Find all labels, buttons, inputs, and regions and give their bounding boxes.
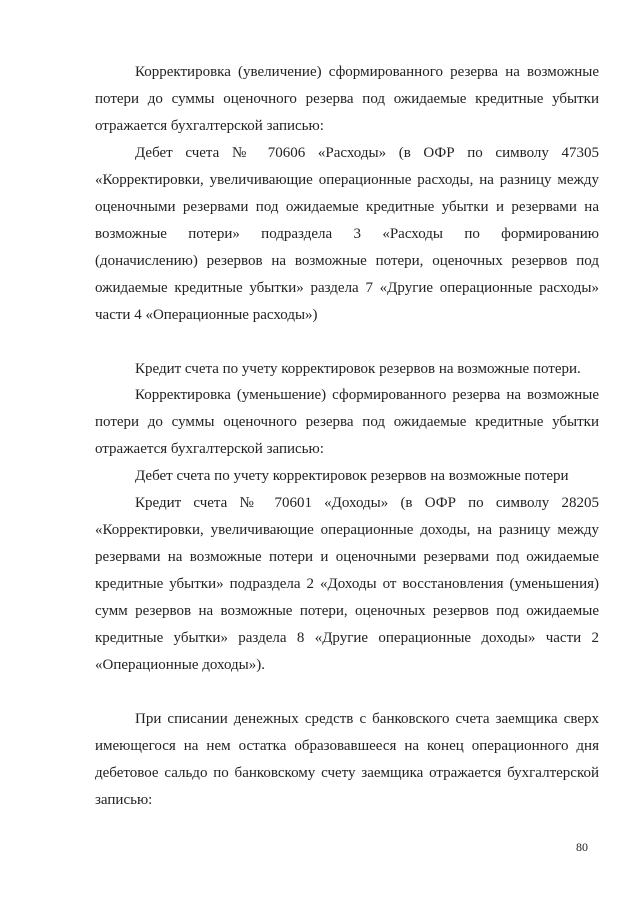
paragraph-text: Корректировка (увеличение) сформированного резерва на возможные потери до суммы оценочного резерва под ожидаемые кредитные убытки отражается бухгалтерской записью: (95, 64, 599, 134)
paragraph-debit-adjustments (95, 463, 599, 490)
paragraph-credit-70601 (95, 490, 599, 679)
paragraph-text: При списании денежных средств с банковского счета заемщика сверх имеющегося на нем остатка образовавшееся на конец операционного дня дебетовое сальдо по банковскому счету заемщика отражается бухгалтерской записью: (95, 711, 599, 808)
paragraph-reserve-decrease (95, 382, 599, 463)
paragraph-debit-70606 (95, 140, 599, 329)
paragraph-text: Кредит счета по учету корректировок резервов на возможные потери. (135, 361, 581, 377)
paragraph-text: Дебет счета по учету корректировок резервов на возможные потери (135, 468, 569, 484)
paragraph-reserve-increase (95, 59, 599, 140)
paragraph-text: Дебет счета № 70606 «Расходы» (в ОФР по символу 47305 «Корректировки, увеличивающие операционные расходы, на разницу между оценочными резервами под ожидаемые кредитные убытки и резервами на возможные потери» подраздела 3 «Расходы по формированию (доначислению) резервов на возможные потери, оценочных резервов под ожидаемые кредитные убытки» раздела 7 «Другие операционные расходы» части 4 «Операционные расходы») (95, 145, 599, 323)
paragraph-credit-adjustments (95, 356, 599, 383)
paragraph-text: Кредит счета № 70601 «Доходы» (в ОФР по символу 28205 «Корректировки, увеличивающие операционные доходы, на разницу между резервами на возможные потери и оценочными резервами под ожидаемые кредитные убытки» подраздела 2 «Доходы от восстановления (уменьшения) сумм резервов на возможные потери, оценочных резервов под ожидаемые кредитные убытки» раздела 8 «Другие операционные доходы» части 2 «Операционные доходы»). (95, 495, 599, 673)
page-number: 80 (576, 840, 588, 854)
paragraph-text: Корректировка (уменьшение) сформированного резерва на возможные потери до суммы оценочного резерва под ожидаемые кредитные убытки отражается бухгалтерской записью: (95, 387, 599, 457)
paragraph-overdraft-writeoff (95, 706, 599, 814)
